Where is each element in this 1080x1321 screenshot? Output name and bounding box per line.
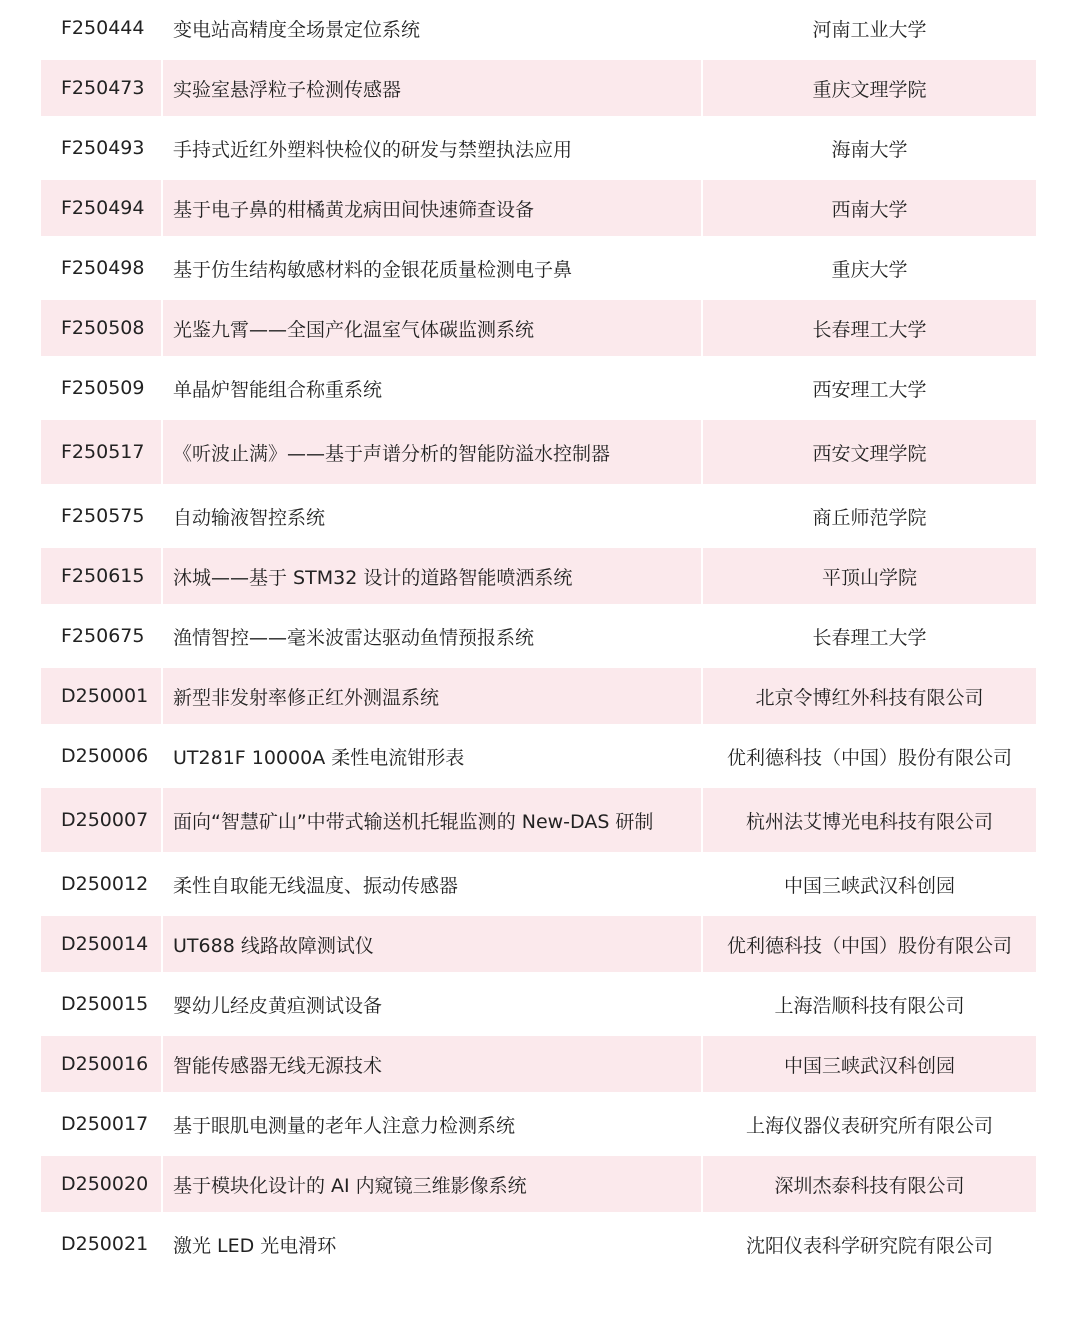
table-row: [41, 0, 1036, 56]
project-code: F250473: [41, 60, 161, 116]
table-row: [41, 300, 1036, 356]
project-code: F250494: [41, 180, 161, 236]
table-row: [41, 240, 1036, 296]
project-name: 实验室悬浮粒子检测传感器: [163, 60, 701, 116]
table-row: [41, 488, 1036, 544]
project-code: F250444: [61, 17, 145, 39]
table-row: [41, 728, 1036, 784]
organization: 西安文理学院: [703, 420, 1036, 484]
project-code: F250509: [61, 377, 145, 399]
project-code: F250517: [41, 420, 161, 484]
table-row: [41, 608, 1036, 664]
project-code: D250015: [61, 993, 149, 1015]
table-row: [41, 856, 1036, 912]
organization: 重庆文理学院: [703, 60, 1036, 116]
project-code: D250001: [41, 668, 161, 724]
project-name: 基于眼肌电测量的老年人注意力检测系统: [173, 1114, 516, 1137]
table-row: [41, 976, 1036, 1032]
project-code: F250675: [61, 625, 145, 647]
project-code: F250615: [41, 548, 161, 604]
organization: 深圳杰泰科技有限公司: [703, 1156, 1036, 1212]
organization: 平顶山学院: [703, 548, 1036, 604]
organization: 中国三峡武汉科创园: [783, 874, 955, 897]
project-code: D250014: [41, 916, 161, 972]
organization: 商丘师范学院: [812, 506, 927, 529]
table-row: [41, 1096, 1036, 1152]
project-name: 基于电子鼻的柑橘黄龙病田间快速筛查设备: [163, 180, 701, 236]
table-row: [41, 120, 1036, 176]
project-name: 新型非发射率修正红外测温系统: [163, 668, 701, 724]
project-name: 柔性自取能无线温度、振动传感器: [173, 874, 459, 897]
organization: 西安理工大学: [812, 378, 927, 401]
table-row: [41, 1156, 1036, 1212]
table-row: [41, 548, 1036, 604]
project-name: 单晶炉智能组合称重系统: [173, 378, 383, 401]
project-name: 婴幼儿经皮黄疸测试设备: [173, 994, 383, 1017]
project-name: 面向“智慧矿山”中带式输送机托辊监测的 New-DAS 研制: [163, 788, 701, 852]
organization: 杭州法艾博光电科技有限公司: [703, 788, 1036, 852]
project-name: 光鉴九霄——全国产化温室气体碳监测系统: [163, 300, 701, 356]
project-code: D250006: [61, 745, 149, 767]
table-row: [41, 916, 1036, 972]
project-name: 手持式近红外塑料快检仪的研发与禁塑执法应用: [173, 138, 573, 161]
project-name: 激光 LED 光电滑环: [173, 1234, 337, 1257]
organization: 长春理工大学: [703, 300, 1036, 356]
organization: 北京令博红外科技有限公司: [703, 668, 1036, 724]
organization: 中国三峡武汉科创园: [703, 1036, 1036, 1092]
organization: 上海仪器仪表研究所有限公司: [745, 1114, 993, 1137]
project-code: D250012: [61, 873, 149, 895]
project-name: UT281F 10000A 柔性电流钳形表: [173, 746, 465, 769]
project-name: 《听波止满》——基于声谱分析的智能防溢水控制器: [163, 420, 701, 484]
project-code: D250021: [61, 1233, 149, 1255]
organization: 海南大学: [831, 138, 908, 161]
project-code: D250020: [41, 1156, 161, 1212]
award-table: [41, 0, 1036, 1276]
table-row: [41, 180, 1036, 236]
project-code: F250498: [61, 257, 145, 279]
table-row: [41, 420, 1036, 484]
table-row: [41, 668, 1036, 724]
project-name: 渔情智控——毫米波雷达驱动鱼情预报系统: [173, 626, 535, 649]
project-code: D250017: [61, 1113, 149, 1135]
project-name: 自动输液智控系统: [173, 506, 326, 529]
project-code: F250575: [61, 505, 145, 527]
project-name: 智能传感器无线无源技术: [163, 1036, 701, 1092]
organization: 优利德科技（中国）股份有限公司: [703, 916, 1036, 972]
organization: 河南工业大学: [812, 18, 927, 41]
organization: 长春理工大学: [812, 626, 927, 649]
table-row: [41, 788, 1036, 852]
project-name: 变电站高精度全场景定位系统: [173, 18, 421, 41]
project-name: UT688 线路故障测试仪: [163, 916, 701, 972]
project-name: 沐城——基于 STM32 设计的道路智能喷洒系统: [163, 548, 701, 604]
project-name: 基于模块化设计的 AI 内窥镜三维影像系统: [163, 1156, 701, 1212]
organization: 沈阳仪表科学研究院有限公司: [745, 1234, 993, 1257]
project-code: F250493: [61, 137, 145, 159]
table-row: [41, 60, 1036, 116]
organization: 优利德科技（中国）股份有限公司: [726, 746, 1012, 769]
project-code: F250508: [41, 300, 161, 356]
project-code: D250016: [41, 1036, 161, 1092]
organization: 重庆大学: [831, 258, 908, 281]
project-name: 基于仿生结构敏感材料的金银花质量检测电子鼻: [173, 258, 573, 281]
table-row: [41, 1036, 1036, 1092]
project-code: D250007: [41, 788, 161, 852]
table-row: [41, 360, 1036, 416]
table-row: [41, 1216, 1036, 1272]
organization: 西南大学: [703, 180, 1036, 236]
organization: 上海浩顺科技有限公司: [774, 994, 965, 1017]
